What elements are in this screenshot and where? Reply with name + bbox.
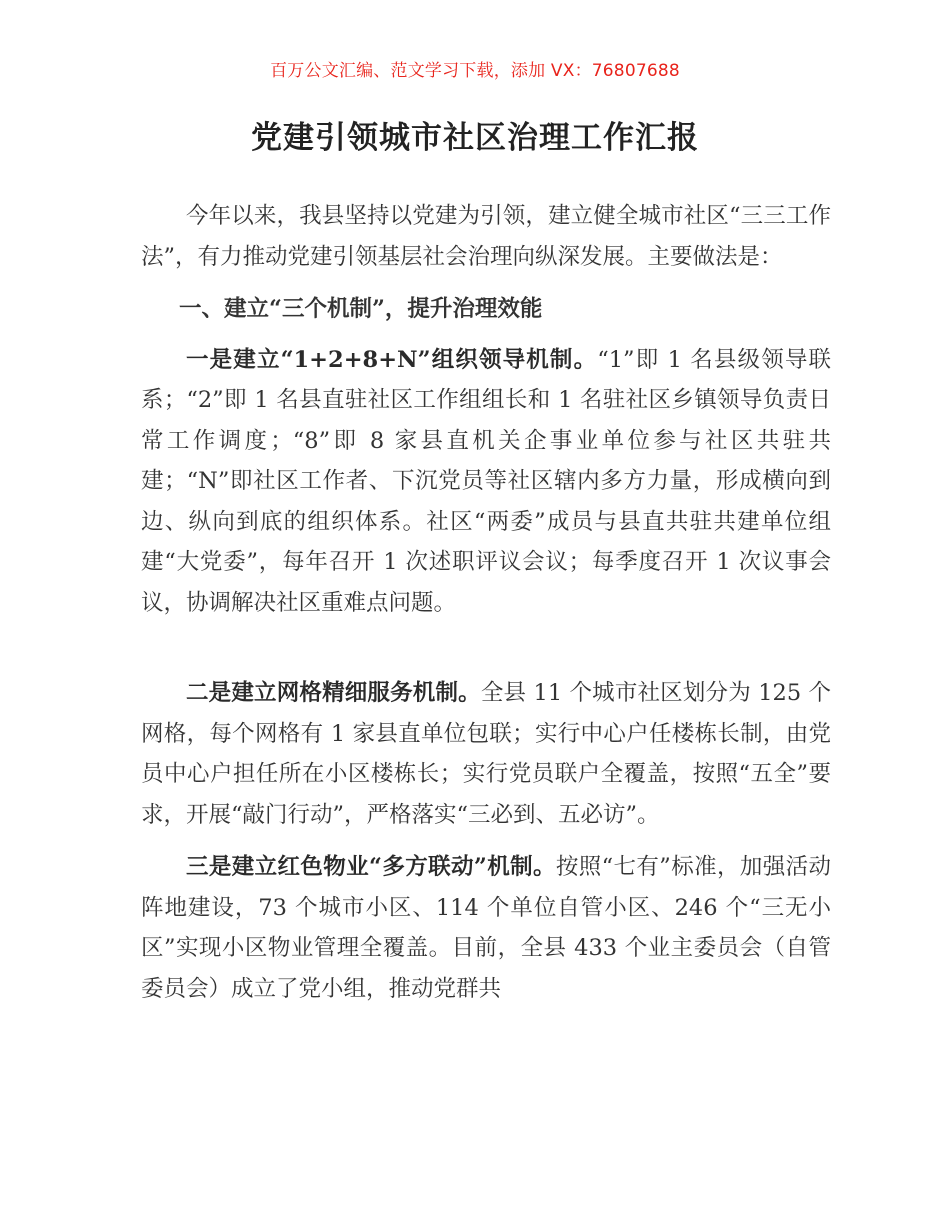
document-title: 党建引领城市社区治理工作汇报: [251, 120, 699, 156]
item-1-body: “1”即 1 名县级领导联系；“2”即 1 名县直驻社区工作组组长和 1 名驻社区乡镇领导负责日常工作调度；“8”即 8 家县直机关企事业单位参与社区共驻共建；“N”即社区工作者、下沉党员等社区辖内多方力量，形成横向到边、纵向到底的组织体系。社区“两委”成员与县直共驻共建单位组建“大党委”，每年召开 1 次述职评议会议；每季度召开 1 次议事会议，协调解决社区重难点问题。: [141, 346, 831, 616]
item-1-lead: 一是建立“1+2+8+N”组织领导机制。: [186, 346, 598, 373]
intro-paragraph: 今年以来，我县坚持以党建为引领，建立健全城市社区“三三工作法”，有力推动党建引领基层社会治理向纵深发展。主要做法是：: [141, 203, 831, 270]
item-3-lead: 三是建立红色物业“多方联动”机制。: [186, 854, 556, 880]
item-2-body: 全县 11 个城市社区划分为 125 个网格，每个网格有 1 家县直单位包联；实行中心户任楼栋长制，由党员中心户担任所在小区楼栋长；实行党员联户全覆盖，按照“五全”要求，开展“敲门行动”，严格落实“三必到、五必访”。: [141, 680, 831, 828]
item-3-body: 按照“七有”标准，加强活动阵地建设，73 个城市小区、114 个单位自管小区、246 个“三无小区”实现小区物业管理全覆盖。目前，全县 433 个业主委员会（自管委员会）成立了党小组，推动党群共: [141, 854, 831, 1002]
document-body: [141, 196, 831, 1009]
item-3-paragraph: [141, 847, 831, 1009]
item-2-paragraph: [141, 673, 831, 835]
item-1-paragraph: [141, 340, 831, 624]
section-1-heading: 一、建立“三个机制”，提升治理效能: [179, 296, 543, 322]
item-2-lead: 二是建立网格精细服务机制。: [186, 680, 481, 706]
header-banner: 百万公文汇编、范文学习下载，添加 VX：76807688: [270, 61, 680, 81]
